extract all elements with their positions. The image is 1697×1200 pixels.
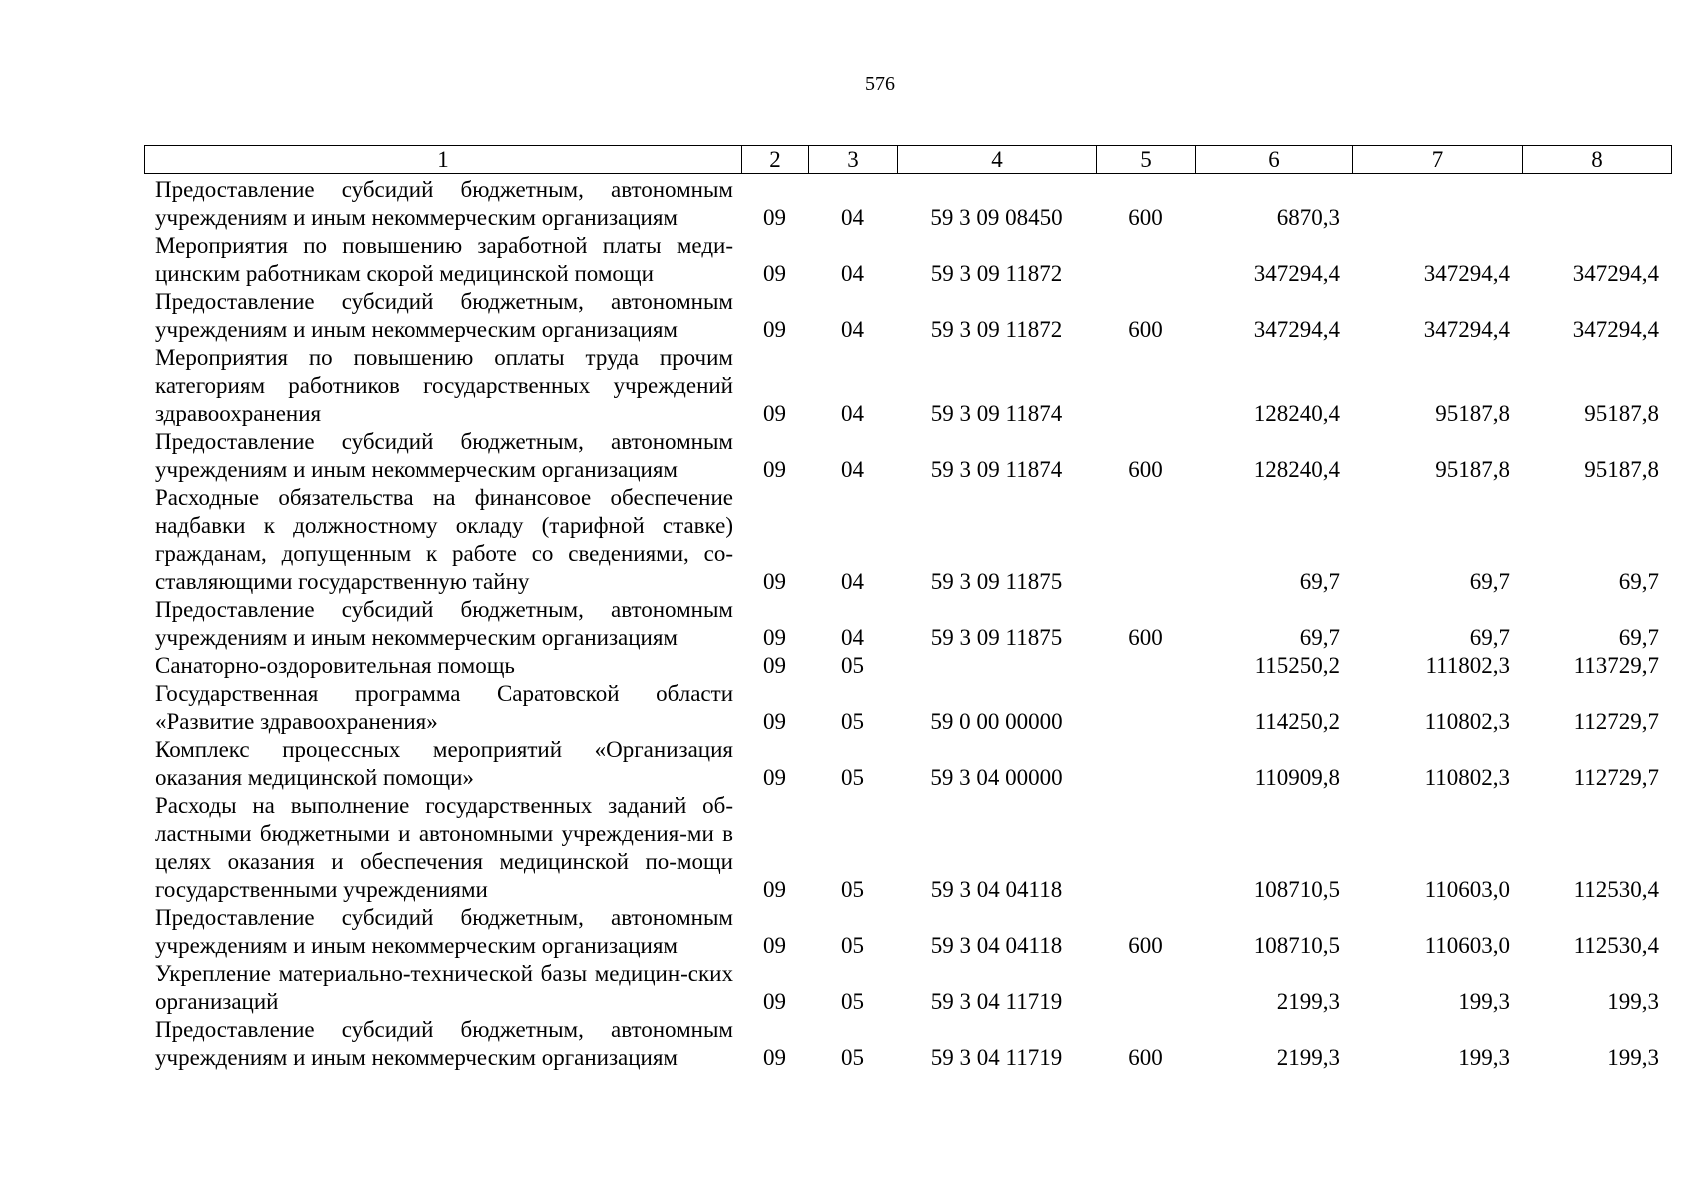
amount-year-2: 199,3 [1458, 1045, 1510, 1070]
section-code: 09 [763, 765, 786, 790]
subsection-code: 05 [841, 709, 864, 734]
table-row [144, 736, 1671, 792]
section-code: 09 [763, 709, 786, 734]
amount-year-1: 2199,3 [1276, 1045, 1340, 1070]
expense-type-code [1096, 960, 1195, 1016]
target-article-code: 59 3 09 08450 [930, 205, 1063, 230]
section-code: 09 [763, 989, 786, 1014]
column-header-row [145, 146, 1672, 174]
subsection-code: 05 [841, 933, 864, 958]
subsection-code: 04 [841, 317, 864, 342]
section-code: 09 [763, 401, 786, 426]
table-row [144, 484, 1671, 596]
subsection-code: 05 [841, 653, 864, 678]
column-header: 4 [898, 146, 1097, 174]
amount-year-3: 69,7 [1618, 625, 1659, 650]
amount-year-2: 110603,0 [1424, 933, 1510, 958]
amount-year-1: 347294,4 [1253, 317, 1340, 342]
subsection-code: 05 [841, 877, 864, 902]
target-article-code: 59 3 09 11874 [930, 401, 1063, 426]
amount-year-3: 95187,8 [1584, 457, 1659, 482]
section-code: 09 [763, 653, 786, 678]
amount-year-2: 69,7 [1469, 625, 1510, 650]
amount-year-3: 199,3 [1607, 1045, 1659, 1070]
table-row [144, 288, 1671, 344]
target-article-code: 59 0 00 00000 [930, 709, 1063, 734]
amount-year-1: 2199,3 [1276, 989, 1340, 1014]
column-header: 8 [1523, 146, 1672, 174]
table-row [144, 232, 1671, 288]
amount-year-2 [1352, 176, 1522, 232]
table-row [144, 960, 1671, 1016]
table-row [144, 344, 1671, 428]
column-header: 6 [1196, 146, 1353, 174]
row-description: Предоставление субсидий бюджетным, автономным учреждениям и иным некоммерческим организациям [155, 177, 733, 230]
row-description: Предоставление субсидий бюджетным, автономным учреждениям и иным некоммерческим организациям [155, 1017, 733, 1070]
page-number: 576 [865, 73, 895, 95]
target-article-code: 59 3 09 11874 [930, 457, 1063, 482]
target-article-code: 59 3 04 00000 [930, 765, 1063, 790]
table-row [144, 428, 1671, 484]
row-description: Расходные обязательства на финансовое обеспечение надбавки к должностному окладу (тарифной ставке) гражданам, допущенным к работе со сведениями, со-ставляющими государственную тайну [155, 485, 733, 594]
budget-table [144, 176, 1671, 1072]
amount-year-1: 115250,2 [1254, 653, 1340, 678]
amount-year-3: 112729,7 [1573, 709, 1659, 734]
amount-year-2: 347294,4 [1423, 261, 1510, 286]
subsection-code: 05 [841, 1045, 864, 1070]
subsection-code: 04 [841, 457, 864, 482]
column-header-table [144, 145, 1672, 174]
amount-year-2: 199,3 [1458, 989, 1510, 1014]
column-header: 7 [1353, 146, 1523, 174]
section-code: 09 [763, 933, 786, 958]
subsection-code: 04 [841, 569, 864, 594]
amount-year-1: 69,7 [1299, 569, 1340, 594]
section-code: 09 [763, 1045, 786, 1070]
row-description: Предоставление субсидий бюджетным, автономным учреждениям и иным некоммерческим организациям [155, 905, 733, 958]
amount-year-3: 95187,8 [1584, 401, 1659, 426]
amount-year-2: 111802,3 [1425, 653, 1510, 678]
row-description: Мероприятия по повышению заработной платы меди-цинским работникам скорой медицинской помощи [155, 233, 733, 286]
target-article-code: 59 3 04 04118 [930, 933, 1063, 958]
expense-type-code [1096, 232, 1195, 288]
amount-year-1: 108710,5 [1253, 877, 1340, 902]
target-article-code: 59 3 09 11875 [930, 569, 1063, 594]
table-row [144, 792, 1671, 904]
expense-type-code: 600 [1128, 933, 1163, 958]
amount-year-3: 113729,7 [1573, 653, 1659, 678]
column-header: 3 [809, 146, 898, 174]
row-description: Предоставление субсидий бюджетным, автономным учреждениям и иным некоммерческим организациям [155, 429, 733, 482]
target-article-code: 59 3 09 11875 [930, 625, 1063, 650]
column-header: 5 [1097, 146, 1196, 174]
amount-year-1: 128240,4 [1253, 401, 1340, 426]
section-code: 09 [763, 625, 786, 650]
amount-year-2: 110603,0 [1424, 877, 1510, 902]
row-description: Расходы на выполнение государственных заданий об-ластными бюджетными и автономными учреждения-ми в целях оказания и обеспечения медицинской по-мощи государственными учреждениями [155, 793, 733, 902]
amount-year-1: 347294,4 [1253, 261, 1340, 286]
expense-type-code [1096, 680, 1195, 736]
row-description: Укрепление материально-технической базы медицин-ских организаций [155, 961, 733, 1014]
subsection-code: 04 [841, 625, 864, 650]
amount-year-1: 128240,4 [1253, 457, 1340, 482]
amount-year-3: 112530,4 [1573, 877, 1659, 902]
amount-year-1: 69,7 [1299, 625, 1340, 650]
amount-year-3: 112530,4 [1573, 933, 1659, 958]
section-code: 09 [763, 317, 786, 342]
amount-year-1: 108710,5 [1253, 933, 1340, 958]
row-description: Мероприятия по повышению оплаты труда прочим категориям работников государственных учреждений здравоохранения [155, 345, 733, 426]
target-article-code: 59 3 04 04118 [930, 877, 1063, 902]
section-code: 09 [763, 205, 786, 230]
subsection-code: 04 [841, 205, 864, 230]
table-row [144, 1016, 1671, 1072]
section-code: 09 [763, 261, 786, 286]
subsection-code: 04 [841, 401, 864, 426]
table-row [144, 176, 1671, 232]
amount-year-3: 347294,4 [1572, 261, 1659, 286]
amount-year-3: 69,7 [1618, 569, 1659, 594]
amount-year-3: 347294,4 [1572, 317, 1659, 342]
expense-type-code: 600 [1128, 457, 1163, 482]
expense-type-code: 600 [1128, 625, 1163, 650]
amount-year-1: 114250,2 [1254, 709, 1340, 734]
table-row [144, 680, 1671, 736]
expense-type-code [1096, 736, 1195, 792]
expense-type-code: 600 [1128, 1045, 1163, 1070]
amount-year-2: 95187,8 [1435, 457, 1510, 482]
target-article-code: 59 3 04 11719 [930, 1045, 1063, 1070]
expense-type-code [1096, 344, 1195, 428]
column-header: 2 [742, 146, 809, 174]
section-code: 09 [763, 569, 786, 594]
target-article-code: 59 3 09 11872 [930, 317, 1063, 342]
section-code: 09 [763, 877, 786, 902]
table-row [144, 652, 1671, 680]
subsection-code: 05 [841, 765, 864, 790]
subsection-code: 04 [841, 261, 864, 286]
row-description: Предоставление субсидий бюджетным, автономным учреждениям и иным некоммерческим организациям [155, 289, 733, 342]
amount-year-1: 110909,8 [1254, 765, 1340, 790]
amount-year-2: 69,7 [1469, 569, 1510, 594]
table-row [144, 596, 1671, 652]
amount-year-2: 95187,8 [1435, 401, 1510, 426]
amount-year-2: 110802,3 [1424, 709, 1510, 734]
section-code: 09 [763, 457, 786, 482]
expense-type-code [1096, 792, 1195, 904]
target-article-code: 59 3 04 11719 [930, 989, 1063, 1014]
expense-type-code: 600 [1128, 205, 1163, 230]
amount-year-2: 347294,4 [1423, 317, 1510, 342]
amount-year-3: 199,3 [1607, 989, 1659, 1014]
row-description: Комплекс процессных мероприятий «Организация оказания медицинской помощи» [155, 737, 733, 790]
expense-type-code: 600 [1128, 317, 1163, 342]
column-header: 1 [145, 146, 742, 174]
row-description: Санаторно-оздоровительная помощь [155, 653, 515, 678]
expense-type-code [1096, 484, 1195, 596]
amount-year-3 [1522, 176, 1671, 232]
amount-year-2: 110802,3 [1424, 765, 1510, 790]
amount-year-1: 6870,3 [1276, 205, 1340, 230]
target-article-code [897, 652, 1096, 680]
row-description: Государственная программа Саратовской области «Развитие здравоохранения» [155, 681, 733, 734]
amount-year-3: 112729,7 [1573, 765, 1659, 790]
subsection-code: 05 [841, 989, 864, 1014]
table-row [144, 904, 1671, 960]
expense-type-code [1096, 652, 1195, 680]
target-article-code: 59 3 09 11872 [930, 261, 1063, 286]
row-description: Предоставление субсидий бюджетным, автономным учреждениям и иным некоммерческим организациям [155, 597, 733, 650]
